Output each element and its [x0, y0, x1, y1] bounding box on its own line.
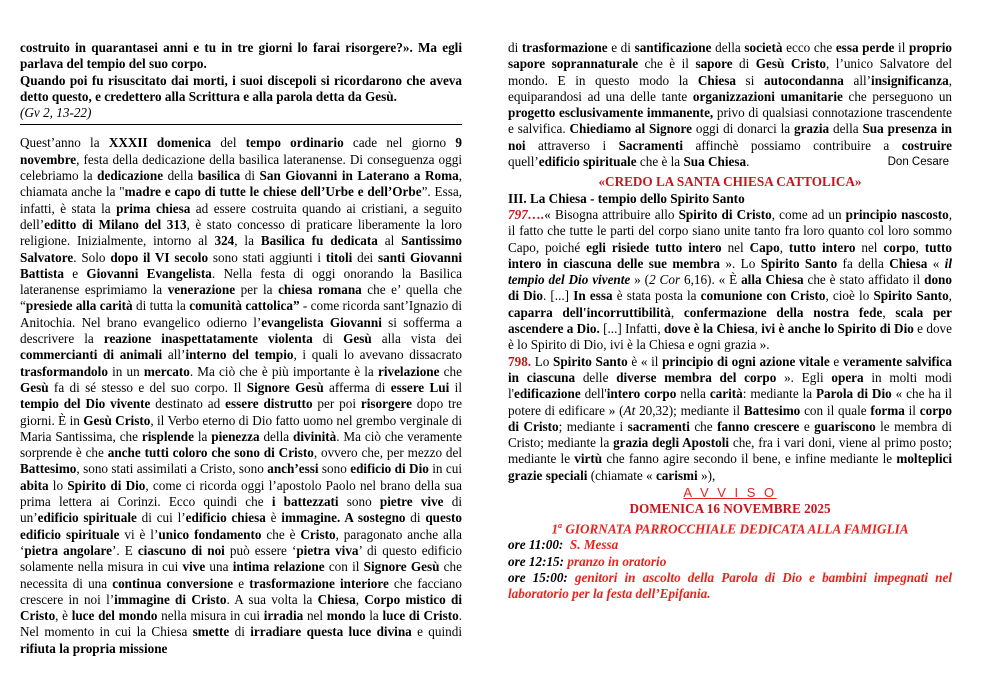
event-title: GIORNATA PARROCCHIALE DEDICATA ALLA FAMIGLIA: [562, 521, 909, 536]
catechism-797: 797….« Bisogna attribuire allo Spirito di Cristo, come ad un principio nascosto, il fatto che tutte le parti del corpo siano unite tanto fra loro quanto col loro sommo Capo, poiché egli risiede tutto intero nel Capo, tutto intero nel corpo, tutto intero in ciascuna delle sue membra ». Lo Spirito Santo fa della Chiesa « il tempio del Dio vivente » (2 Cor 6,16). « È alla Chiesa che è stato affidato il dono di Dio. [...] In essa è stata posta la comunione con Cristo, cioè lo Spirito Santo, caparra dell'incorruttibilità, confermazione della nostra fede, scala per ascendere a Dio. [...] Infatti, dove è la Chiesa, ivi è anche lo Spirito di Dio e dove è lo Spirito di Dio, ivi è la Chiesa e ogni grazia ».: [508, 206, 952, 353]
notice-event-title: [508, 518, 952, 538]
notice-title: A V V I S O: [683, 485, 777, 501]
section-subheading: III. La Chiesa - tempio dello Spirito Santo: [508, 190, 745, 206]
schedule-text: genitori in ascolto della Parola di Dio e bambini impegnati nel laboratorio per la festa dell’Epifania.: [508, 569, 952, 602]
signature: Don Cesare: [887, 156, 949, 169]
right-column: [508, 40, 952, 602]
schedule-time: ore 12:15:: [508, 553, 565, 569]
schedule-time: ore 15:00:: [508, 569, 568, 585]
gospel-ending-2: Quando poi fu risuscitato dai morti, i suoi discepoli si ricordarono che aveva detto questo, e credettero alla Scrittura e alla parola detta da Gesù.: [20, 72, 462, 104]
schedule-text: pranzo in oratorio: [567, 553, 667, 569]
notice-date: DOMENICA 16 NOVEMBRE 2025: [629, 501, 831, 517]
left-column: [20, 40, 462, 657]
divider: [20, 124, 462, 125]
section-title: «CREDO LA SANTA CHIESA CATTOLICA»: [598, 174, 862, 190]
schedule-item: [508, 537, 952, 553]
catechism-798: 798. Lo Spirito Santo è « il principio di ogni azione vitale e veramente salvifica in ciascuna delle diverse membra del corpo ». Egli opera in molti modi l'edificazione dell'intero corpo nella carità: mediante la Parola di Dio « che ha il potere di edificare » (At 20,32); mediante il Battesimo con il quale forma il corpo di Cristo; mediante i sacramenti che fanno crescere e guariscono le membra di Cristo; mediante la grazia degli Apostoli che, fra i vari doni, viene al primo posto; mediante le virtù che fanno agire secondo il bene, e infine mediante le molteplici grazie speciali (chiamate « carismi »),: [508, 353, 953, 483]
schedule-item: [508, 554, 952, 570]
homily-text: Quest’anno la XXXII domenica del tempo ordinario cade nel giorno 9 novembre, festa della dedicazione della basilica lateranense. Di conseguenza oggi celebriamo la dedicazione della basilica di San Giovanni in Laterano a Roma, chiamata anche la "madre e capo di tutte le chiese dell’Urbe e dell’Orbe”. Essa, infatti, è stata la prima chiesa ad essere costruita quando ai cristiani, a seguito dell’editto di Milano del 313, è stato concesso di praticare liberamente la loro religione. Inizialmente, intorno al 324, la Basilica fu dedicata al Santissimo Salvatore. Solo dopo il VI secolo sono stati aggiunti i titoli dei santi Giovanni Battista e Giovanni Evangelista. Nella festa di oggi onorando la Basilica lateranense esprimiamo la venerazione per la chiesa romana che e’ quella che “presiede alla carità di tutta la comunità cattolica” - come ricorda sant’Ignazio di Anitochia. Nel brano evangelico odierno l’evangelista Giovanni si sofferma a descrivere la reazione inaspettatamente violenta di Gesù alla vista dei commercianti di animali all’interno del tempio, i quali lo avevano dissacrato trasformandolo in un mercato. Ma ciò che è più importante è la rivelazione che Gesù fa di sé stesso e del suo corpo. Il Signore Gesù afferma di essere Lui il tempio del Dio vivente destinato ad essere distrutto per poi risorgere dopo tre giorni. È in Gesù Cristo, il Verbo eterno di Dio fatto uomo nel grembo verginale di Maria Santissima, che risplende la pienezza della divinità. Ma ciò che veramente sorprende è che anche tutti coloro che sono di Cristo, ovvero che, per mezzo del Battesimo, sono stati assimilati a Cristo, sono anch’essi sono edificio di Dio in cui abita lo Spirito di Dio, come ci ricorda oggi l’apostolo Paolo nel brano della sua prima lettera ai Corinzi. Ecco quindi che i battezzati sono pietre vive di un’edificio spirituale di cui l’edificio chiesa è immagine. A sostegno di questo edificio spirituale vi è l’unico fondamento che è Cristo, paragonato anche alla ‘pietra angolare’. E ciascuno di noi può essere ‘pietra viva’ di questo edificio solamente nella misura in cui vive una intima relazione con il Signore Gesù che necessita di una continua conversione e trasformazione interiore che facciano crescere in noi l’immagine di Cristo. A sua volta la Chiesa, Corpo mistico di Cristo, è luce del mondo nella misura in cui irradia nel mondo la luce di Cristo. Nel momento in cui la Chiesa smette di irradiare questa luce divina e quindi rifiuta la propria missione: [20, 135, 463, 656]
homily-text-continued: di trasformazione e di santificazione della società ecco che essa perde il proprio sapore soprannaturale che è il sapore di Gesù Cristo, l’unico Salvatore del mondo. E in questo modo la Chiesa si autocondanna all’insignificanza, equiparandosi ad una delle tante organizzazioni umanitarie che perseguono un progetto esclusivamente immanente, privo di qualsiasi connotazione trascendente e salvifica. Chiediamo al Signore oggi di donarci la grazia della Sua presenza in noi attraverso i Sacramenti affinchè possiamo contribuire a costruire quell’edificio spirituale che è la Sua Chiesa. Don Cesare: [508, 40, 953, 170]
schedule-time: ore 11:00:: [508, 537, 564, 553]
schedule-item: [508, 570, 952, 603]
event-ordinal: 1: [551, 521, 559, 536]
gospel-citation: (Gv 2, 13-22): [20, 105, 92, 121]
schedule-text: S. Messa: [569, 537, 619, 553]
gospel-ending: costruito in quarantasei anni e tu in tre giorni lo farai risorgere?». Ma egli parlava del tempio del suo corpo.: [20, 40, 462, 72]
event-ordinal-suffix: a: [558, 520, 563, 530]
